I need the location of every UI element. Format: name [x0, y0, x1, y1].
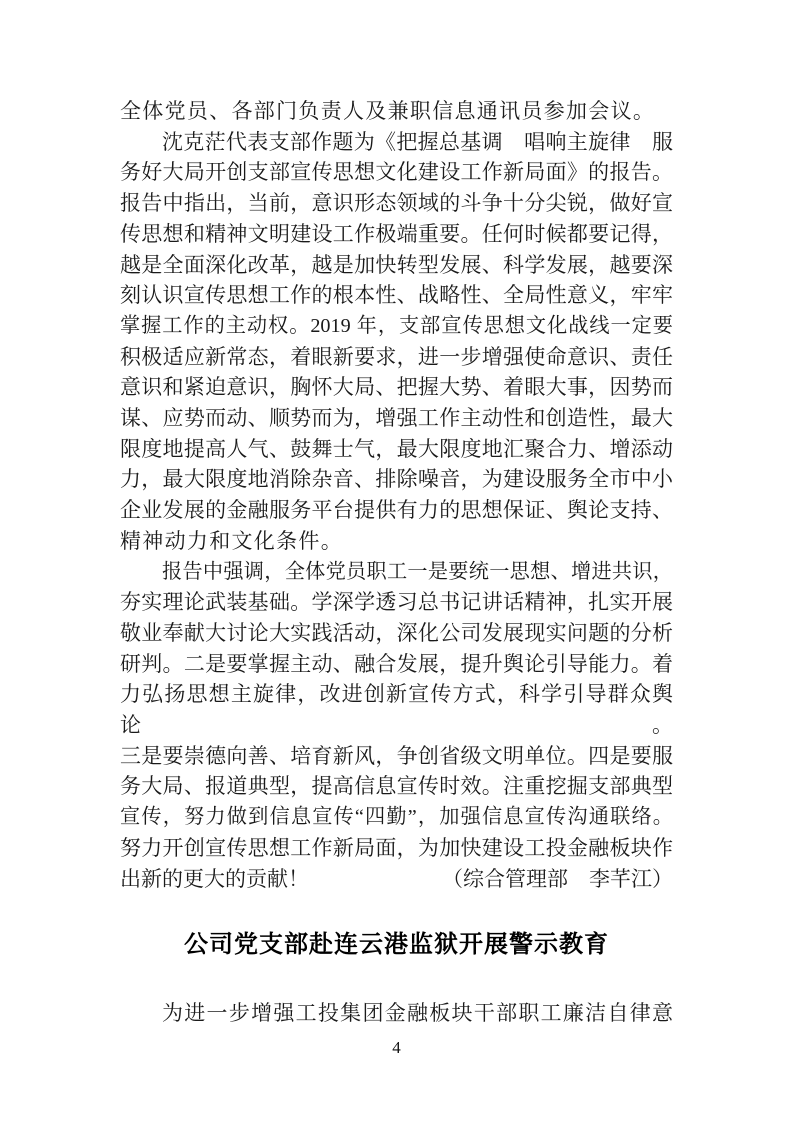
- attribution: （综合管理部 李芊江）: [442, 866, 673, 891]
- body-line: 宣传，努力做到信息宣传“四勤”，加强信息宣传沟通联络。: [120, 806, 673, 829]
- body-line: 掌握工作的主动权。2019 年，支部宣传思想文化战线一定要: [120, 314, 673, 337]
- body-line: 意识和紧迫意识，胸怀大局、把握大势、着眼大事，因势而: [120, 375, 673, 400]
- body-line: 传思想和精神文明建设工作极端重要。任何时候都要记得，: [120, 221, 673, 246]
- body-line: 敬业奉献大讨论大实践活动，深化公司发展现实问题的分析: [120, 620, 673, 645]
- body-line: 夯实理论武装基础。学深学透习总书记讲话精神，扎实开展: [120, 590, 673, 615]
- body-line: 报告中指出，当前，意识形态领域的斗争十分尖锐，做好宣: [120, 191, 673, 216]
- body-line: 精神动力和文化条件。: [120, 528, 343, 553]
- body-line: 研判。二是要掌握主动、融合发展，提升舆论引导能力。着: [120, 651, 673, 676]
- body-line: 努力开创宣传思想工作新局面，为加快建设工投金融板块作: [120, 835, 673, 860]
- body-line: 报告中强调，全体党员职工一是要统一思想、增进共识，: [162, 560, 673, 583]
- body-line: 全体党员、各部门负责人及兼职信息通讯员参加会议。: [120, 99, 656, 123]
- closing-text: 出新的更大的贡献！: [120, 866, 309, 891]
- page-number: 4: [392, 1038, 401, 1057]
- body-line: 力弘扬思想主旋律，改进创新宣传方式，科学引导群众舆论。: [120, 682, 673, 738]
- body-line: 刻认识宣传思想工作的根本性、战略性、全局性意义，牢牢: [120, 283, 673, 308]
- document-body: [120, 96, 673, 1029]
- body-line: 力，最大限度地消除杂音、排除噪音，为建设服务全市中小: [120, 467, 673, 492]
- body-line: 务大局、报道典型，提高信息宣传时效。注重挖掘支部典型: [120, 774, 673, 799]
- body-line: 务好大局开创支部宣传思想文化建设工作新局面》的报告。: [120, 160, 673, 185]
- article-title: 公司党支部赴连云港监狱开展警示教育: [184, 931, 609, 959]
- body-line: 谋、应势而动、顺势而为，增强工作主动性和创造性，最大: [120, 406, 673, 431]
- body-line: 为进一步增强工投集团金融板块干部职工廉洁自律意: [162, 1001, 673, 1026]
- body-line: 企业发展的金融服务平台提供有力的思想保证、舆论支持、: [120, 498, 673, 523]
- body-line: 三是要崇德向善、培育新风，争创省级文明单位。四是要服: [120, 743, 673, 768]
- body-line: 沈克茫代表支部作题为《把握总基调 唱响主旋律 服: [162, 129, 673, 154]
- body-line: 限度地提高人气、鼓舞士气，最大限度地汇聚合力、增添动: [120, 436, 673, 461]
- body-line: 积极适应新常态，着眼新要求，进一步增强使命意识、责任: [120, 344, 673, 369]
- closing-line: [120, 864, 673, 895]
- body-line: 越是全面深化改革，越是加快转型发展、科学发展，越要深: [120, 252, 673, 277]
